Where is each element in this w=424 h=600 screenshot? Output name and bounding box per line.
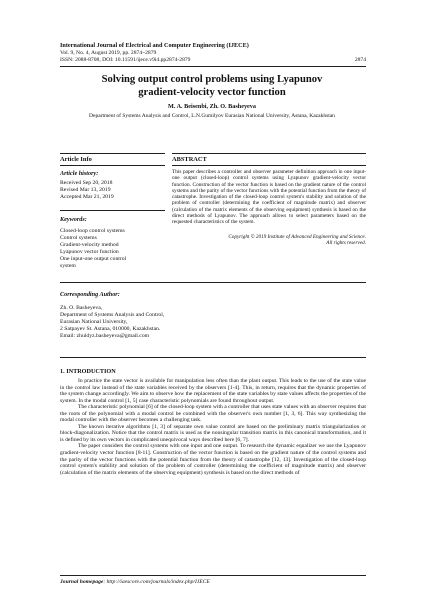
keywords-rule xyxy=(60,210,165,211)
history-item: Received Sep 20, 2018 xyxy=(60,180,113,186)
abstract-rule xyxy=(172,165,366,166)
copyright-line: Copyright © 2019 Institute of Advanced Engineering and Science. xyxy=(228,234,366,240)
copyright-notice xyxy=(172,234,366,247)
section-divider xyxy=(60,357,366,358)
paragraph: The characteristic polynomial [6] of the closed-loop system with a controller that uses state values with an observer requires that the roots of the polynomial with a modal control be combined with the observer's own number [1, 3, 6]. This way synthesizing the modal controller with the observer becomes a challenging task. xyxy=(60,404,366,424)
corresponding-email: Email: zhuldyz.basheyeva@gmail.com xyxy=(60,332,150,339)
footer-divider xyxy=(60,575,366,576)
journal-meta xyxy=(60,50,190,63)
abstract-heading: ABSTRACT xyxy=(172,156,207,163)
keyword-item: system xyxy=(60,262,76,269)
keywords-heading: Keywords: xyxy=(60,216,87,223)
history-item: Accepted Mar 21, 2019 xyxy=(60,193,114,200)
corresponding-details xyxy=(60,305,164,340)
corresponding-heading: Corresponding Author: xyxy=(60,291,120,298)
keywords-list xyxy=(60,228,126,269)
paragraph: The paper considers the control systems with one input and one output. To research the dynamic equalizer we use the Lyapunov gradient-velocity vector function [8-11]. Construction of the vector function is based on the gradient nature of the control systems and the parity of the vector functions with the potential function from the theory of catastrophe [12, 13]. Investigation of the closed-loop control system's stability and solution of the problem of controller (determining the coefficient of magnitude matrix) and observer (calculation of the matrix elements of the observing equipment) synthesis is based on the direct methods of xyxy=(60,443,366,476)
corresponding-address: 2 Satpayev St. Astana, 010000, Kazakhstan. xyxy=(60,325,161,332)
corresponding-university: Eurasian National University, xyxy=(60,318,128,325)
affiliation: Department of Systems Analysis and Control, L.N.Gumilyov Eurasian National University, Astana, Kazakhstan xyxy=(89,113,335,119)
introduction-heading: 1. INTRODUCTION xyxy=(60,368,116,375)
keyword-item: Control systems xyxy=(60,234,97,241)
corresponding-name: Zh. O. Basheyeva, xyxy=(60,305,103,311)
paragraph: In practice the state vector is available for manipulation less often than the plant output. This leads to the use of the state value in the control law instead of the state variables received by the observers [1-4]. This, in return, requires that the dynamic properties of the system change accordingly. We aim to observe how the replacement of the state variables by state values affects the properties of the system. In the modal control [1, 5] case characteristic polynomials are found throughout output. xyxy=(60,378,366,404)
title-line: Solving output control problems using Lyapunov xyxy=(101,74,323,85)
authors: M. A. Beisenbi, Zh. O. Basheyeva xyxy=(167,103,256,110)
journal-homepage xyxy=(60,579,210,585)
homepage-url[interactable]: : http://iaescore.com/journals/index.php/IJECE xyxy=(103,579,210,585)
introduction-body xyxy=(60,378,366,476)
history-heading: Article history: xyxy=(60,170,99,177)
history-list xyxy=(60,180,114,201)
journal-name: International Journal of Electrical and Computer Engineering (IJECE) xyxy=(60,42,249,49)
page-number: 2874 xyxy=(354,57,366,63)
abstract-top-rule xyxy=(172,153,366,154)
keyword-item: Gradient-velocity method xyxy=(60,241,119,248)
title-line: gradient-velocity vector function xyxy=(138,86,286,98)
homepage-label: Journal homepage xyxy=(60,579,104,585)
paragraph: The known iterative algorithms [1, 3] of separate own value control are based on the preliminary matrix triangularization or block-diagonalization. Notice that the control matrix is used as the nonsingular transition matrix in this canonical transformation, and it is defined by its own vectors in complicated unequivocal ways described here [6, 7]. xyxy=(60,423,366,443)
keyword-item: Closed-loop control systems xyxy=(60,228,125,234)
article-info-top-rule xyxy=(60,153,165,154)
issn-line: ISSN: 2088-8708, DOI: 10.11591/ijece.v9i4.pp2874-2879 xyxy=(60,56,191,63)
article-info-rule xyxy=(60,165,165,166)
keyword-item: Lyapunov vector function xyxy=(60,248,119,255)
section-divider xyxy=(60,282,366,283)
history-item: Revised Mar 13, 2019 xyxy=(60,186,111,193)
keyword-item: One input-one output control xyxy=(60,255,127,262)
corresponding-department: Department of Systems Analysis and Control, xyxy=(60,311,165,318)
article-info-heading: Article Info xyxy=(60,156,92,163)
abstract-text: This paper describes a controller and observer parameter definition approach in one input-one output (closed-loop) control systems using Lyapunov gradient-velocity vector function. Construction of the vector function is based on the gradient nature of the control systems and the parity of the vector functions with the potential function from the theory of catastrophe. Investigation of the closed-loop control system's stability and solution of the problem of controller (determining the coefficient of magnitude matrix) and observer (calculation of the matrix elements of the observing equipment) synthesis is based on the direct methods of Lyapunov. The approach allows to select parameters based on the requested characteristics of the system. xyxy=(172,169,366,225)
copyright-line: All rights reserved. xyxy=(326,240,366,247)
paper-title xyxy=(60,74,364,99)
header-divider xyxy=(60,66,366,67)
volume-line: Vol. 9, No. 4, August 2019, pp. 2874~2879 xyxy=(60,50,157,56)
